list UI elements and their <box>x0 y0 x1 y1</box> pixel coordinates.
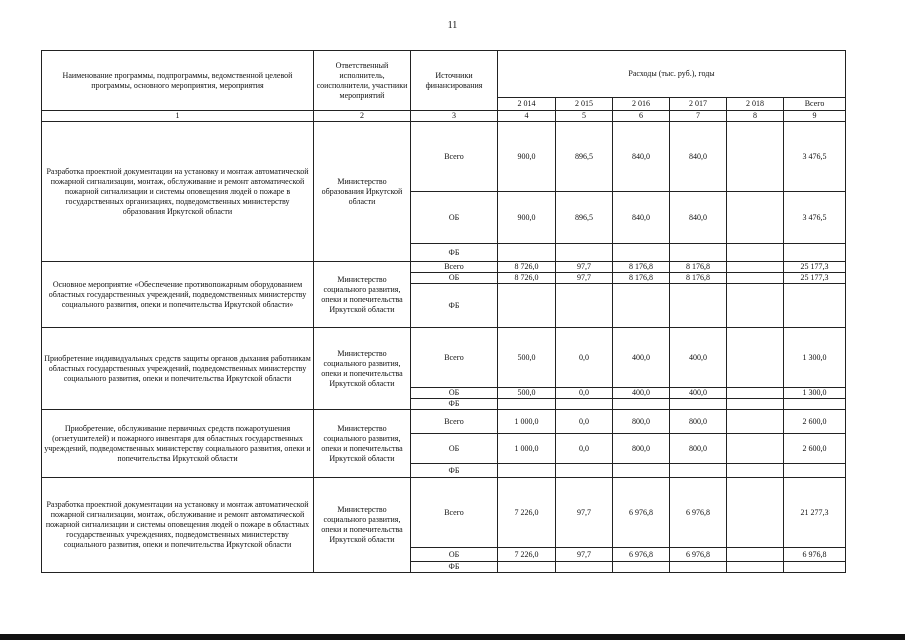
expense-value: 0,0 <box>556 434 613 464</box>
program-name: Разработка проектной документации на установку и монтаж автоматической пожарной сигнализации, монтаж, обслуживание и ремонт автоматической пожарной сигнализации и системы оповещения людей о пожаре в государственных организациях, подведомственных министерству образования Иркутской области <box>42 122 314 262</box>
expense-total: 6 976,8 <box>784 548 846 562</box>
expense-value: 8 176,8 <box>613 262 670 273</box>
column-number: 3 <box>411 111 498 122</box>
table-row <box>42 122 846 192</box>
program-name: Приобретение индивидуальных средств защиты органов дыхания работникам областных государственных учреждений, подведомственных министерству социального развития, опеки и попечительства Иркутской области <box>42 328 314 410</box>
expense-value <box>727 244 784 262</box>
expense-value <box>727 388 784 399</box>
header-expenses: Расходы (тыс. руб.), годы <box>498 51 846 98</box>
page-edge-bar <box>0 634 905 640</box>
expense-value <box>727 328 784 388</box>
funding-source: ФБ <box>411 464 498 478</box>
funding-source: ОБ <box>411 548 498 562</box>
expense-value <box>556 399 613 410</box>
expense-total <box>784 284 846 328</box>
expense-total: 3 476,5 <box>784 192 846 244</box>
expense-value: 97,7 <box>556 262 613 273</box>
funding-source: Всего <box>411 410 498 434</box>
funding-source: ФБ <box>411 284 498 328</box>
header-name: Наименование программы, подпрограммы, ведомственной целевой программы, основного мероприятия, мероприятия <box>42 51 314 111</box>
funding-source: ОБ <box>411 192 498 244</box>
expense-value <box>613 284 670 328</box>
program-name: Разработка проектной документации на установку и монтаж автоматической пожарной сигнализации, монтаж, обслуживание и ремонт автоматической пожарной сигнализации и системы оповещения людей о пожаре в областных государственных учреждениях, подведомственных министерству социального развития, опеки и попечительства Иркутской области <box>42 478 314 573</box>
expense-total <box>784 562 846 573</box>
expense-value <box>727 122 784 192</box>
expense-value <box>727 434 784 464</box>
column-number: 9 <box>784 111 846 122</box>
header-year: 2 017 <box>670 98 727 111</box>
expense-value <box>727 284 784 328</box>
column-number: 6 <box>613 111 670 122</box>
funding-source: Всего <box>411 328 498 388</box>
expense-value <box>556 464 613 478</box>
expense-value: 0,0 <box>556 328 613 388</box>
column-number: 4 <box>498 111 556 122</box>
expense-value <box>670 562 727 573</box>
responsible-executor: Министерство образования Иркутской области <box>314 122 411 262</box>
expense-value <box>498 464 556 478</box>
expense-value <box>727 192 784 244</box>
header-year: 2 016 <box>613 98 670 111</box>
funding-source: ОБ <box>411 434 498 464</box>
expense-total: 2 600,0 <box>784 434 846 464</box>
expense-value: 400,0 <box>613 388 670 399</box>
expense-value <box>498 284 556 328</box>
expense-total: 21 277,3 <box>784 478 846 548</box>
column-number: 2 <box>314 111 411 122</box>
expense-value: 840,0 <box>670 122 727 192</box>
column-number: 8 <box>727 111 784 122</box>
expense-value <box>727 464 784 478</box>
expense-value: 840,0 <box>670 192 727 244</box>
expense-total <box>784 244 846 262</box>
expense-value <box>727 262 784 273</box>
expense-value: 6 976,8 <box>613 548 670 562</box>
header-sources: Источники финансирования <box>411 51 498 111</box>
page-number: 11 <box>447 20 458 31</box>
header-responsible: Ответственный исполнитель, соисполнители, участники мероприятий <box>314 51 411 111</box>
expense-value: 97,7 <box>556 478 613 548</box>
expense-value: 8 726,0 <box>498 262 556 273</box>
column-number: 1 <box>42 111 314 122</box>
expense-value: 500,0 <box>498 388 556 399</box>
responsible-executor: Министерство социального развития, опеки и попечительства Иркутской области <box>314 328 411 410</box>
expense-value: 97,7 <box>556 273 613 284</box>
budget-table <box>41 50 846 573</box>
funding-source: ОБ <box>411 273 498 284</box>
expense-value <box>727 548 784 562</box>
expense-value <box>498 562 556 573</box>
expense-value <box>727 273 784 284</box>
expense-value: 0,0 <box>556 388 613 399</box>
expense-value <box>727 562 784 573</box>
expense-total <box>784 464 846 478</box>
expense-value <box>556 562 613 573</box>
expense-value <box>613 562 670 573</box>
expense-total: 1 300,0 <box>784 328 846 388</box>
expense-value <box>498 244 556 262</box>
funding-source: Всего <box>411 122 498 192</box>
expense-value: 8 176,8 <box>670 273 727 284</box>
expense-total: 25 177,3 <box>784 262 846 273</box>
expense-value: 8 176,8 <box>670 262 727 273</box>
expense-value: 8 176,8 <box>613 273 670 284</box>
funding-source: ОБ <box>411 388 498 399</box>
responsible-executor: Министерство социального развития, опеки и попечительства Иркутской области <box>314 410 411 478</box>
expense-value <box>613 464 670 478</box>
funding-source: Всего <box>411 262 498 273</box>
responsible-executor: Министерство социального развития, опеки и попечительства Иркутской области <box>314 478 411 573</box>
expense-value: 6 976,8 <box>613 478 670 548</box>
expense-value: 6 976,8 <box>670 548 727 562</box>
funding-source: ФБ <box>411 562 498 573</box>
header-year: 2 014 <box>498 98 556 111</box>
table-row <box>42 328 846 388</box>
expense-value <box>556 244 613 262</box>
expense-value <box>670 284 727 328</box>
expense-total: 3 476,5 <box>784 122 846 192</box>
table-row <box>42 410 846 434</box>
expense-value: 7 226,0 <box>498 478 556 548</box>
expense-value: 400,0 <box>670 328 727 388</box>
expense-value: 400,0 <box>670 388 727 399</box>
header-year: 2 018 <box>727 98 784 111</box>
program-name: Приобретение, обслуживание первичных средств пожаротушения (огнетушителей) и пожарного инвентаря для областных государственных учреждений, подведомственных министерству социального развития, опеки и попечительства Иркутской области <box>42 410 314 478</box>
expense-value: 7 226,0 <box>498 548 556 562</box>
expense-value <box>498 399 556 410</box>
expense-value <box>727 399 784 410</box>
expense-value <box>727 478 784 548</box>
expense-value: 400,0 <box>613 328 670 388</box>
column-number: 5 <box>556 111 613 122</box>
program-name: Основное мероприятие «Обеспечение противопожарным оборудованием областных государственных учреждений, подведомственных министерству социального развития, опеки и попечительства Иркутской области» <box>42 262 314 328</box>
funding-source: ФБ <box>411 399 498 410</box>
expense-value <box>727 410 784 434</box>
expense-value: 8 726,0 <box>498 273 556 284</box>
funding-source: ФБ <box>411 244 498 262</box>
expense-value <box>670 244 727 262</box>
responsible-executor: Министерство социального развития, опеки и попечительства Иркутской области <box>314 262 411 328</box>
expense-value <box>613 244 670 262</box>
expense-value: 1 000,0 <box>498 410 556 434</box>
expense-value: 896,5 <box>556 192 613 244</box>
expense-value: 6 976,8 <box>670 478 727 548</box>
expense-value: 500,0 <box>498 328 556 388</box>
expense-value: 840,0 <box>613 122 670 192</box>
table-row <box>42 262 846 273</box>
funding-source: Всего <box>411 478 498 548</box>
expense-value: 0,0 <box>556 410 613 434</box>
expense-total: 2 600,0 <box>784 410 846 434</box>
expense-value: 800,0 <box>613 410 670 434</box>
expense-value: 800,0 <box>613 434 670 464</box>
expense-total <box>784 399 846 410</box>
header-year-total: Всего <box>784 98 846 111</box>
expense-value <box>613 399 670 410</box>
expense-value: 840,0 <box>613 192 670 244</box>
expense-value <box>670 399 727 410</box>
expense-value <box>670 464 727 478</box>
expense-value <box>556 284 613 328</box>
expense-total: 1 300,0 <box>784 388 846 399</box>
header-year: 2 015 <box>556 98 613 111</box>
expense-value: 900,0 <box>498 122 556 192</box>
expense-total: 25 177,3 <box>784 273 846 284</box>
expense-value: 97,7 <box>556 548 613 562</box>
column-number: 7 <box>670 111 727 122</box>
expense-value: 896,5 <box>556 122 613 192</box>
expense-value: 1 000,0 <box>498 434 556 464</box>
expense-value: 900,0 <box>498 192 556 244</box>
expense-value: 800,0 <box>670 410 727 434</box>
table-row <box>42 478 846 548</box>
expense-value: 800,0 <box>670 434 727 464</box>
